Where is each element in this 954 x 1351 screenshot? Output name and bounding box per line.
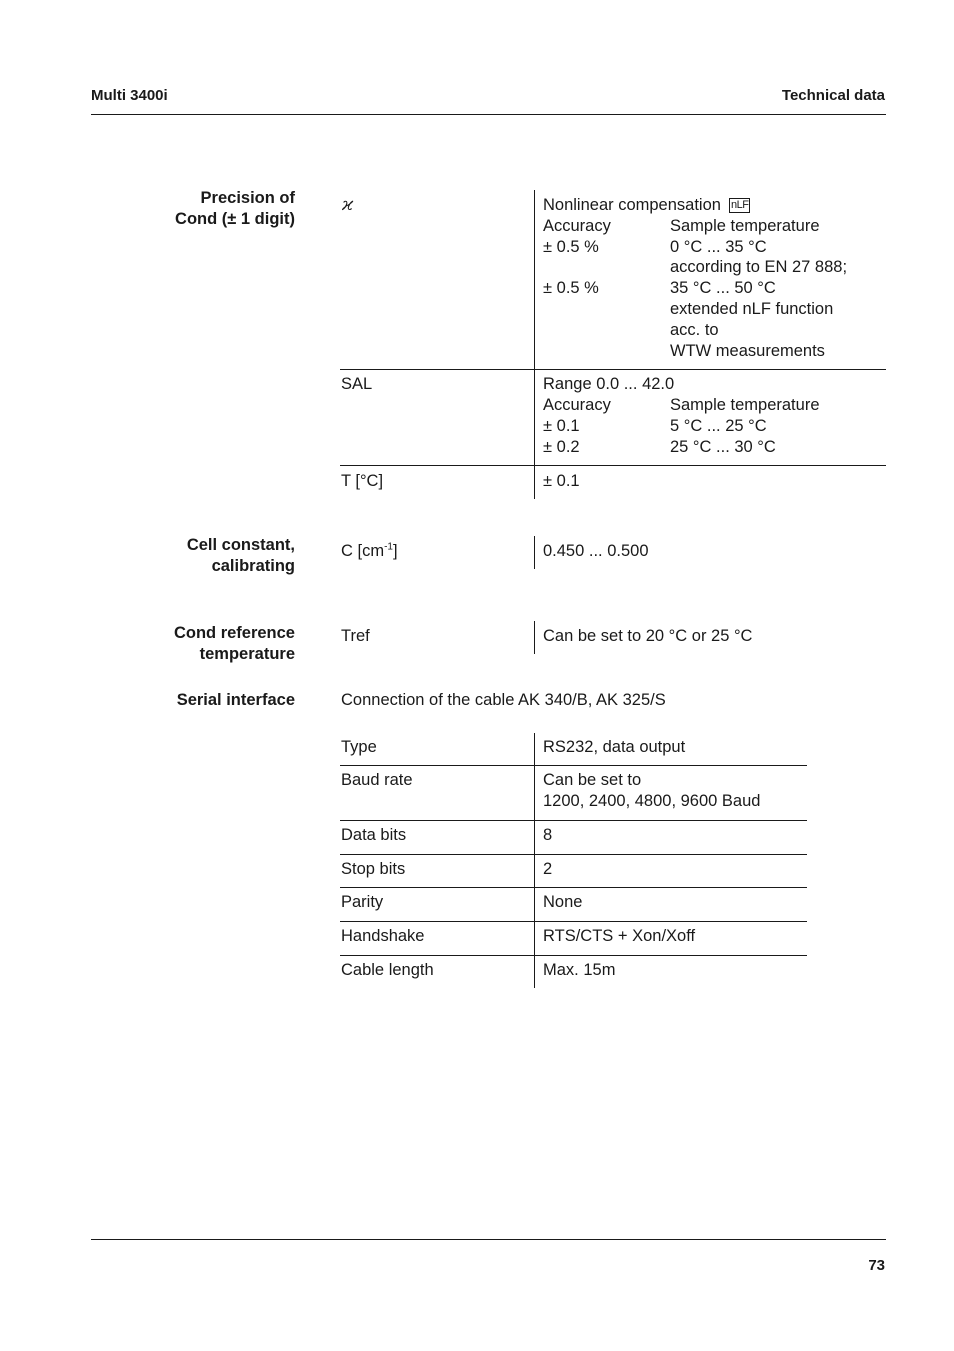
page-number: 73 (868, 1257, 885, 1274)
cond-reference-label-line1: Cond reference (173, 624, 295, 642)
serial-row-name: Data bits (341, 826, 407, 844)
nonlinear-compensation-text (543, 195, 750, 216)
precision-row-divider-2 (340, 465, 886, 466)
temp-value: ± 0.1 (543, 472, 580, 490)
serial-interface-intro: Connection of the cable AK 340/B, AK 325/S (341, 691, 666, 709)
serial-row-name: Stop bits (341, 860, 406, 878)
serial-row-divider (340, 765, 807, 766)
cell-constant-name-sup: -1 (384, 541, 393, 553)
serial-row-value: 8 (543, 826, 553, 844)
cell-constant-label-line1: Cell constant, (186, 536, 295, 554)
cell-constant-name (341, 541, 398, 562)
sal-accuracy-1: ± 0.1 (543, 417, 580, 435)
kappa-accuracy-1: ± 0.5 % (543, 238, 599, 256)
serial-row-value: Can be set to (543, 771, 642, 789)
header-rule (91, 114, 886, 115)
nlf-icon: nLF (730, 199, 749, 211)
tref-value: Can be set to 20 °C or 25 °C (543, 627, 753, 645)
sal-accuracy-header: Accuracy (543, 396, 611, 414)
sal-range: Range 0.0 ... 42.0 (543, 375, 675, 393)
serial-row-name: Type (341, 738, 377, 756)
nonlinear-compensation-label: Nonlinear compensation (543, 196, 721, 214)
kappa-accuracy-header: Accuracy (543, 217, 611, 235)
kappa-range-2-note3: WTW measurements (670, 342, 825, 360)
footer-rule (91, 1239, 886, 1240)
serial-row-name: Baud rate (341, 771, 413, 789)
cell-constant-value: 0.450 ... 0.500 (543, 542, 649, 560)
serial-row-value-line2: 1200, 2400, 4800, 9600 Baud (543, 792, 761, 810)
kappa-accuracy-2: ± 0.5 % (543, 279, 599, 297)
kappa-range-2-note2: acc. to (670, 321, 719, 339)
sal-temp-1: 5 °C ... 25 °C (670, 417, 767, 435)
kappa-sample-temp-header: Sample temperature (670, 217, 820, 235)
serial-row-divider (340, 887, 807, 888)
cond-reference-label-line2: temperature (199, 645, 295, 663)
sal-name: SAL (341, 375, 373, 393)
serial-row-divider (340, 854, 807, 855)
header-product-name: Multi 3400i (91, 87, 168, 104)
header-section-title: Technical data (781, 87, 885, 104)
cell-constant-name-prefix: C [cm (341, 542, 385, 560)
serial-row-value: RTS/CTS + Xon/Xoff (543, 927, 696, 945)
sal-temp-2: 25 °C ... 30 °C (670, 438, 776, 456)
precision-label-line1: Precision of (200, 189, 295, 207)
serial-row-value: RS232, data output (543, 738, 686, 756)
precision-label-line2: Cond (± 1 digit) (175, 210, 295, 228)
sal-sample-temp-header: Sample temperature (670, 396, 820, 414)
serial-row-value: None (543, 893, 583, 911)
cond-reference-label (75, 623, 295, 665)
serial-row-name: Cable length (341, 961, 434, 979)
serial-interface-label: Serial interface (176, 691, 295, 709)
serial-table-divider (534, 733, 535, 988)
tref-name: Tref (341, 627, 370, 645)
kappa-range-2: 35 °C ... 50 °C (670, 279, 776, 297)
cell-constant-label-line2: calibrating (211, 557, 295, 575)
precision-column-divider-sal (534, 370, 535, 465)
serial-row-divider (340, 921, 807, 922)
cell-constant-name-suffix: ] (393, 542, 398, 560)
temp-name: T [°C] (341, 472, 384, 490)
tref-divider (534, 621, 535, 654)
serial-row-value: Max. 15m (543, 961, 616, 979)
serial-row-divider (340, 820, 807, 821)
serial-row-divider (340, 955, 807, 956)
kappa-range-2-note1: extended nLF function (670, 300, 834, 318)
serial-row-value: 2 (543, 860, 553, 878)
serial-row-name: Handshake (341, 927, 425, 945)
kappa-range-1: 0 °C ... 35 °C (670, 238, 767, 256)
precision-row-divider-1 (340, 369, 886, 370)
precision-label (75, 188, 295, 230)
kappa-symbol: ϰ (342, 194, 354, 215)
serial-row-name: Parity (341, 893, 384, 911)
precision-column-divider-kappa (534, 190, 535, 369)
kappa-range-1-note: according to EN 27 888; (670, 258, 848, 276)
cell-constant-label (75, 535, 295, 577)
sal-accuracy-2: ± 0.2 (543, 438, 580, 456)
cell-constant-divider (534, 536, 535, 569)
precision-column-divider-temp (534, 466, 535, 499)
